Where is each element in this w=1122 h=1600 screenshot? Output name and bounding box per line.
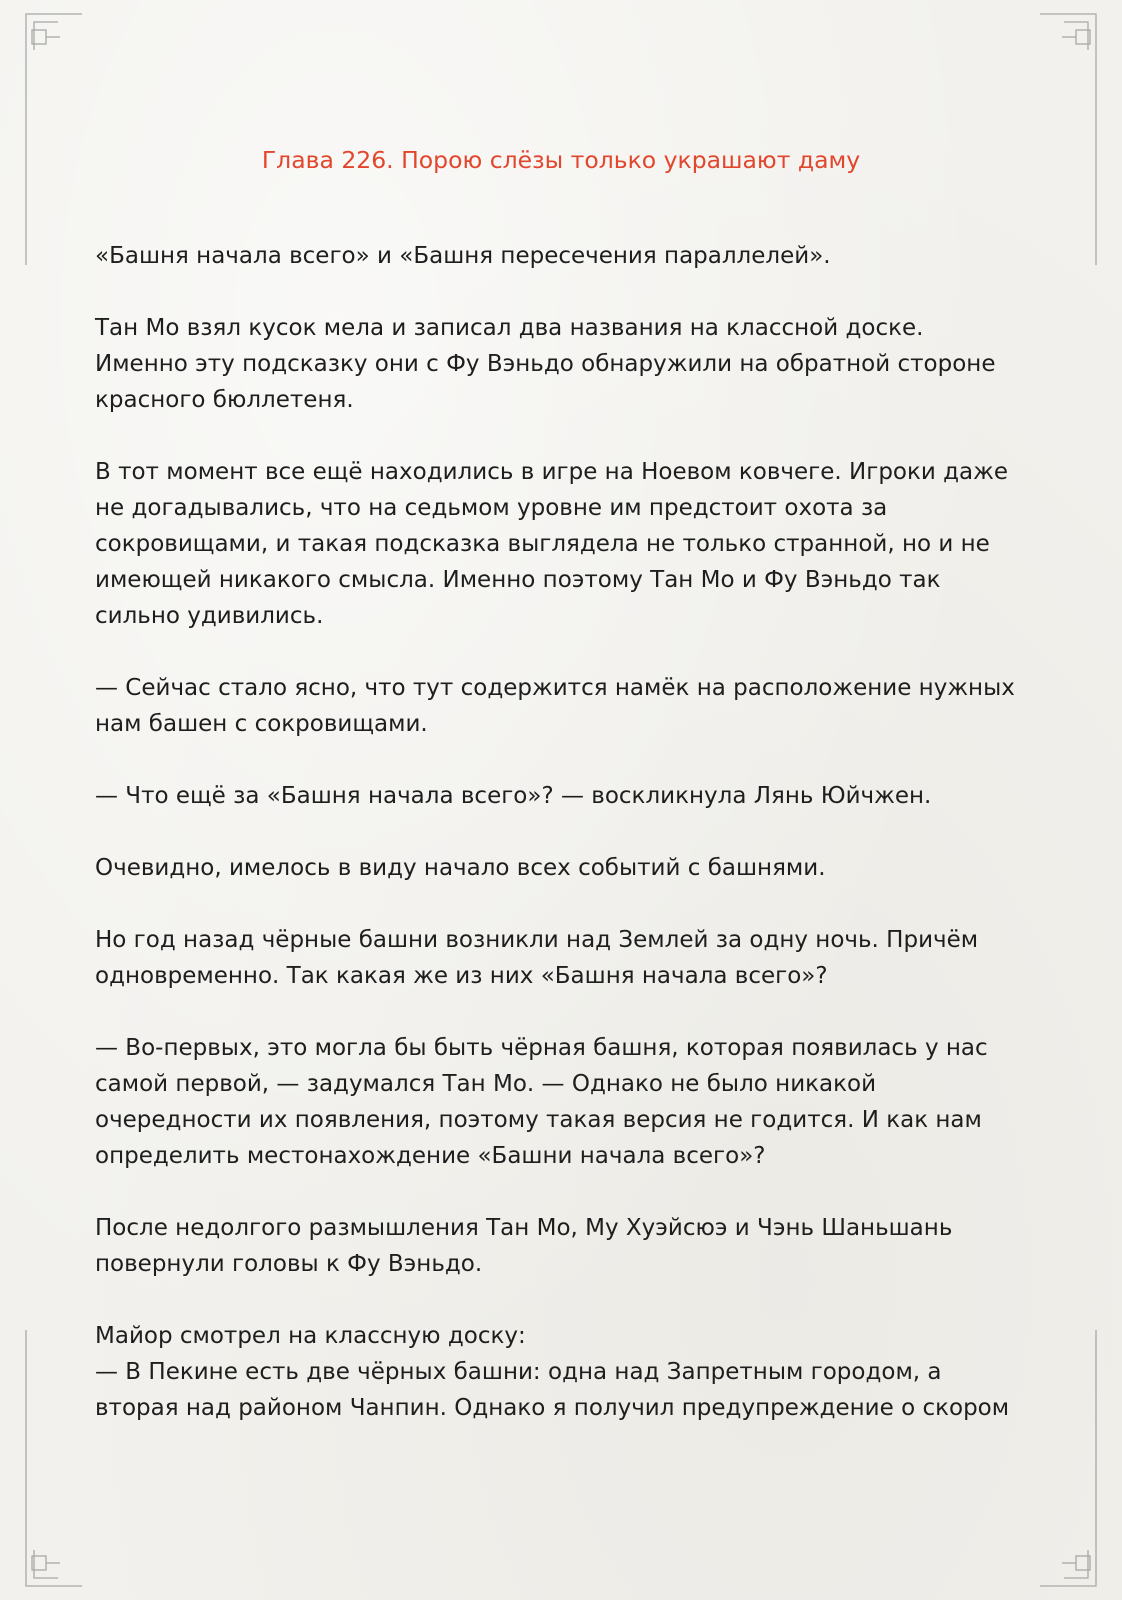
frame-corner-top-left — [26, 14, 82, 265]
paragraph — [95, 238, 831, 274]
text-line: Очевидно, имелось в виду начало всех событий с башнями. — [95, 855, 826, 881]
frame-corner-bottom-right — [1040, 1330, 1096, 1586]
text-line: сильно удивились. — [95, 603, 324, 629]
paragraph — [95, 1030, 988, 1174]
text-line: самой первой, — задумался Тан Мо. — Однако не было никакой — [95, 1071, 877, 1097]
text-line: Но год назад чёрные башни возникли над Землей за одну ночь. Причём — [95, 927, 979, 953]
text-line: — Что ещё за «Башня начала всего»? — воскликнула Лянь Юйчжен. — [95, 783, 932, 809]
text-line: сокровищами, и такая подсказка выглядела не только странной, но и не — [95, 531, 990, 557]
chapter-title: Глава 226. Порою слёзы только украшают даму — [261, 146, 861, 174]
frame-corner-bottom-left — [26, 1330, 82, 1586]
text-line: Именно эту подсказку они с Фу Вэньдо обнаружили на обратной стороне — [95, 351, 996, 377]
text-line: повернули головы к Фу Вэньдо. — [95, 1251, 483, 1277]
text-line: — Во-первых, это могла бы быть чёрная башня, которая появилась у нас — [95, 1035, 988, 1061]
paragraph — [95, 310, 995, 418]
text-line: — Сейчас стало ясно, что тут содержится намёк на расположение нужных — [95, 675, 1015, 701]
text-line: В тот момент все ещё находились в игре на Ноевом ковчеге. Игроки даже — [95, 459, 1009, 485]
paragraph — [95, 922, 978, 994]
text-line: После недолгого размышления Тан Мо, Му Хуэйсюэ и Чэнь Шаньшань — [95, 1215, 953, 1241]
paragraph — [95, 454, 1008, 634]
paragraph — [95, 850, 826, 886]
text-line: не догадывались, что на седьмом уровне им предстоит охота за — [95, 495, 888, 521]
text-line: Тан Мо взял кусок мела и записал два названия на классной доске. — [95, 315, 924, 341]
paragraph — [95, 778, 931, 814]
text-line: «Башня начала всего» и «Башня пересечения параллелей». — [95, 243, 831, 269]
text-line: определить местонахождение «Башни начала всего»? — [95, 1143, 766, 1169]
text-line: имеющей никакого смысла. Именно поэтому Тан Мо и Фу Вэньдо так — [95, 567, 941, 593]
text-line: очередности их появления, поэтому такая версия не годится. И как нам — [95, 1107, 982, 1133]
frame-corner-top-right — [1040, 14, 1096, 265]
text-line: красного бюллетеня. — [95, 387, 354, 413]
text-line: одновременно. Так какая же из них «Башня начала всего»? — [95, 963, 828, 989]
text-line: вторая над районом Чанпин. Однако я получил предупреждение о скором — [95, 1395, 1010, 1421]
paragraph — [95, 1210, 952, 1282]
text-line: Майор смотрел на классную доску: — [95, 1323, 526, 1349]
text-line: — В Пекине есть две чёрных башни: одна над Запретным городом, а — [95, 1359, 942, 1385]
paragraph — [95, 1318, 1009, 1426]
paragraph — [95, 670, 1015, 742]
text-line: нам башен с сокровищами. — [95, 711, 428, 737]
